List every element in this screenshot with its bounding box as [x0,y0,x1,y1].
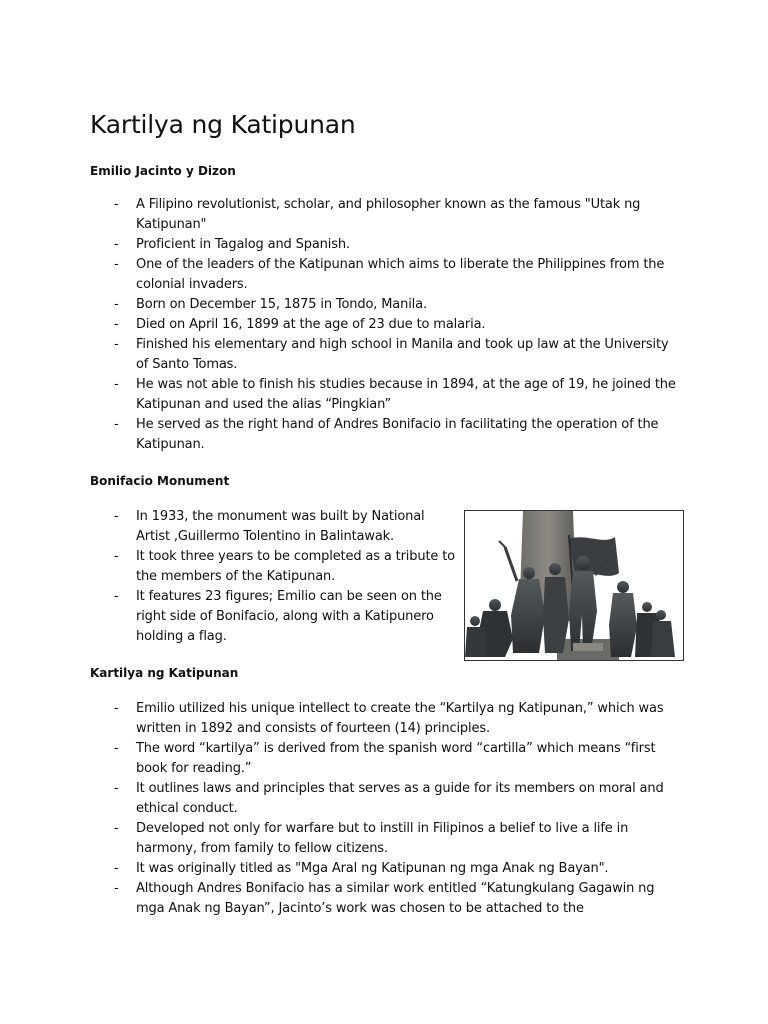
list-item [0,779,681,819]
list-item-text: It took three years to be completed as a tribute to the members of the Katipunan. [136,549,455,584]
bullet-dash: - [114,317,119,332]
list-item-text: It features 23 figures; Emilio can be seen on the right side of Bonifacio, along with a Katipunero holding a flag. [136,589,442,644]
bullet-dash: - [114,861,119,876]
bullet-list-bonifacio-monument [0,507,456,647]
bullet-dash: - [114,549,119,564]
bonifacio-monument-photo [464,510,684,661]
bullet-dash: - [114,701,119,716]
list-item-text: Although Andres Bonifacio has a similar work entitled “Katungkulang Gagawin ng mga Anak ng Bayan”, Jacinto’s work was chosen to be attached to the [136,881,655,916]
bullet-dash: - [114,589,119,604]
bullet-dash: - [114,881,119,896]
bullet-dash: - [114,377,119,392]
list-item-text: The word “kartilya” is derived from the spanish word “cartilla” which means “first book for reading.” [136,741,656,776]
bullet-dash: - [114,821,119,836]
list-item-text: Finished his elementary and high school in Manila and took up law at the University of Santo Tomas. [136,337,669,372]
list-item-text: Born on December 15, 1875 in Tondo, Manila. [136,297,427,312]
list-item-text: In 1933, the monument was built by National Artist ,Guillermo Tolentino in Balintawak. [136,509,425,544]
bullet-dash: - [114,197,119,212]
page-title: Kartilya ng Katipunan [90,110,356,139]
list-item-text: Emilio utilized his unique intellect to create the “Kartilya ng Katipunan,” which was written in 1892 and consists of fourteen (14) principles. [136,701,664,736]
list-item-text: Proficient in Tagalog and Spanish. [136,237,350,252]
bullet-dash: - [114,417,119,432]
list-item-text: He was not able to finish his studies because in 1894, at the age of 19, he joined the Katipunan and used the alias “Pingkian” [136,377,676,412]
list-item-text: He served as the right hand of Andres Bonifacio in facilitating the operation of the Katipunan. [136,417,659,452]
list-item [0,819,681,859]
list-item [0,587,456,647]
list-item [0,739,681,779]
list-item [0,235,676,255]
list-item [0,859,681,879]
bullet-dash: - [114,237,119,252]
section-heading-bonifacio-monument: Bonifacio Monument [90,474,230,488]
list-item [0,335,676,375]
list-item-text: A Filipino revolutionist, scholar, and philosopher known as the famous "Utak ng Katipunan" [136,197,641,232]
list-item [0,295,676,315]
monument-sculpture-image [465,511,683,660]
bullet-dash: - [114,509,119,524]
list-item-text: It outlines laws and principles that serves as a guide for its members on moral and ethical conduct. [136,781,664,816]
list-item [0,879,681,919]
bullet-list-kartilya [0,699,681,919]
list-item-text: Died on April 16, 1899 at the age of 23 due to malaria. [136,317,486,332]
section-heading-kartilya: Kartilya ng Katipunan [90,666,239,680]
list-item [0,375,676,415]
list-item [0,255,676,295]
bullet-dash: - [114,297,119,312]
list-item [0,507,456,547]
bullet-list-emilio-jacinto [0,195,676,455]
bullet-dash: - [114,257,119,272]
list-item [0,195,676,235]
bullet-dash: - [114,741,119,756]
list-item-text: Developed not only for warfare but to instill in Filipinos a belief to live a life in harmony, from family to fellow citizens. [136,821,629,856]
bullet-dash: - [114,781,119,796]
section-heading-emilio-jacinto: Emilio Jacinto y Dizon [90,164,236,178]
list-item [0,699,681,739]
bullet-dash: - [114,337,119,352]
list-item-text: It was originally titled as "Mga Aral ng Katipunan ng mga Anak ng Bayan". [136,861,609,876]
list-item [0,547,456,587]
list-item-text: One of the leaders of the Katipunan which aims to liberate the Philippines from the colonial invaders. [136,257,665,292]
list-item [0,415,676,455]
list-item [0,315,676,335]
